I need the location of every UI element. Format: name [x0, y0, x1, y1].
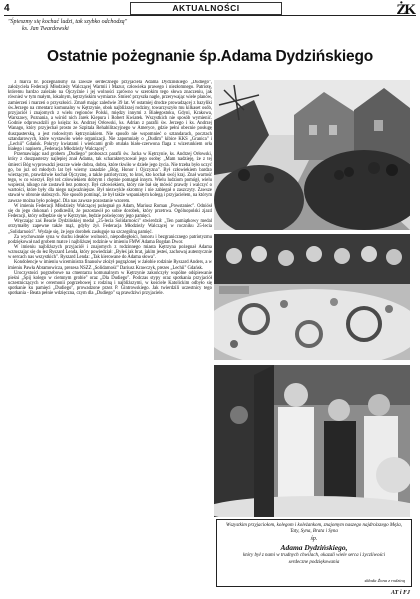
photo-grave-flowers: [214, 234, 410, 360]
article-paragraph: Za wychowanie syna w duchu ideałów wolności, niepodległości, honoru i bezgranicznego patriotyzmu podziękował nad grobem matce i najbliższej rodzinie w imieniu FMW Adama Bogdan Dwor.: [8, 234, 212, 245]
photo-mourners-graveside: [214, 365, 410, 517]
epigraph-author: ks. Jan Twardowski: [22, 26, 69, 32]
article-body: [8, 80, 212, 520]
obituary-name: Adama Dydzińskiego,: [280, 543, 348, 552]
section-label: AKTUALNOŚCI: [130, 2, 282, 15]
article-signature: AT i FJ: [390, 590, 410, 596]
obituary-text: który był z nami w trudnych chwilach, okazali wiele serca i życzliwości: [242, 553, 385, 558]
article-paragraph: Przemawiając nad grobem „Dudiego" proboszcz parafii św. Jacka w Kętrzynie, ks. Andrzej Orłowski, który z duszpasterzy najlepiej znał Adama, tak scharakteryzował jego osobę: „Mam nadzieję, że z tej śmierci Bóg wyprowadzi jeszcze wiele dobra, dobra, które tkwiło w dziele jego życia. Nie trzeba było uczyć go, bo już od młodych lat był wierny zasadzie „Bóg, Honor i Ojczyzna". Był człowiekiem bardzo wierzącym, prawdziwie kochał Ojczyznę, a także patriotyczny, to ktoś, kto kochał swój kraj. Znał wartość tego, w co wierzył. Był też człowiekiem dobrym i chętnie pomagał innym. Wielu ludziom pomógł, wielu wspierał, nikogo nie zostawił bez pomocy. Był człowiekiem, który nie bał się mówić prawdy i walczyć o wartości, które były dla niego najważniejsze. Był niezwykle skromny i nie zabiegał o zaszczyty. Zawsze stawał w obronie słabszych. Nie sposób pominąć, że był także wspaniałym kolegą i przyjacielem, na którym zawsze można było polegać. Dla nas zawsze pozostanie wzorem.: [8, 152, 212, 204]
article-paragraph: W imieniu Federacji Młodzieży Walczącej pożegnał go Adam, Mariusz Roman „Powstaniec". Odniósł się do jego dokonań i podkreślił, że pozostawił po sobie dorobek, który przetrwa. Ogólnopolski zjazd Federacji, który odbędzie się w Kętrzynie, będzie poświęcony jego pamięci.: [8, 203, 212, 220]
article-paragraph: Uroczystości pogrzebowe na cmentarzu komunalnym w Kętrzynie zakończyły wspólne odśpiewanie pieśni „Śpij kolego w ciemnym grobie" oraz „Dla Dudiego". Podczas stypy oraz spotkania przyjaciół uczestniczących w ceremonii pogrzebowej z rodziną i najbliższymi, w kościele Katolickim odbyło się spotkanie ku pamięci „Dudiego", prowadzone przez P. Gintrowskiego. Jak twierdzili uczestnicy tego spotkania - Beata pełnie wdzięczna, czym dla „Dudiego" są prawdziwi przyjaciele.: [8, 270, 212, 297]
obituary-intro: Wszystkim przyjaciołom, kolegom i koleżankom, znajomym naszego najdroższego Męża, Taty, Syna, Brata i Syna: [225, 523, 403, 534]
article-paragraph: Kondolencje w imieniu wiceministra finansów złożył pogrążonej w żałobie rodzinie Ryszard Anders, a w imieniu Pawła Abramowicza, prezesa NSZZ „Solidarność" Dariusz Krawczyk, prezes „Lechii" Gdańsk.: [8, 260, 212, 271]
article-title: Ostatnie pożegnanie śp.Adama Dydzińskiego: [47, 48, 373, 65]
obituary-thanks: serdeczne podziękowania: [288, 559, 340, 565]
epigraph: [8, 19, 208, 33]
obituary-prefix: śp.: [310, 536, 318, 542]
obituary-box: [216, 519, 412, 587]
article-paragraph: W imieniu najbliższych przyjaciół i znajomych z rodzinnego miasta Kętrzyna pożegnał Adama wzruszając się do łez Ryszard Lenda, który powiedział: „Byłeś jak brat, jakim jesteś, zachowaj autentycznie w sercach nas wszystkich". Ryszard Lenda: „Tak kierowane do Adama słowa".: [8, 245, 212, 261]
page-number: 4: [4, 3, 10, 14]
article-paragraph: 3 marca br. pożegnaliśmy na zawsze serdecznego przyjaciela Adama Dydzińskiego „Dudiego", założyciela Federacji Młodzieży Walczącej Warmii i Mazur, człowieka prawego i niezłomnego. Patriotę, któremu bardzo zależało na Ojczyźnie i jej wolności zarówno w szerokim tego słowa znaczeniu, jak również w tym małym, lokalnym, kętrzyńskim wymiarze. Śmierć przyszła nagle, przerywając wiele planów, zamierzeń i marzeń o przyszłości. Zmarł mając zaledwie 39 lat. W ostatniej drodze prowadzącej z bazyliki św.Jerzego na cmentarz komunalny w Kętrzynie, obok najbliższej rodziny, towarzyszyło mu kilkaset osób, przyjaciół i znajomych z wielu regionów Polski, między innymi z Białegostoku, Gdyni, Krakowa, Warszawy, Poznania, a wśród nich Jarek Kiepura i Robert Kwiatek. Wszystkich nie sposób wymienić. Godnie odprowadzili go księża: ks. Andrzej Orłowski, ks. Adrian z parafii św. Jerzego i ks. Andrzej Wanago, który przyjechał prosto ze Szpitala Rehabilitacyjnego w Ameryce, gdzie pełni obecnie posługę duszpasterską, a jest rodowitym kętrzyniakiem. Nie sposób nie wspomnieć o sztandarach, pocztach sztandarowych, które wystawiło wiele organizacji. Nie zapomniały o „Dudim" kibice KKS „Granica" i „Lechii" Gdańsk. Pokryty kwiatami i wieńcami grób otulała biało-czerwona flaga z wizerunkiem orła białego i napisem „Federacja Młodzieży Walczącej".: [8, 80, 212, 153]
article-paragraph: Wręczając zaś Beacie Dydzińskiej medal „25-lecia Solidarności" stwierdził: „Ten pamiątkowy medal otrzymałby zapewne także mąż, gdyby żył. Federacja Młodzieży Walczącej w roczniku 25-lecia „Solidarności". Wydaje się, że jego dorobek zasługuje na szczególną pamięć.: [8, 219, 212, 235]
masthead-logo: ŻK: [396, 2, 414, 18]
photo-funeral-procession: [214, 80, 410, 230]
header-divider: [4, 15, 416, 16]
obituary-signature: składa Żona z rodziną: [364, 578, 405, 583]
epigraph-quote: "Śpieszmy się kochać ludzi, tak szybko odchodzą": [8, 19, 128, 25]
